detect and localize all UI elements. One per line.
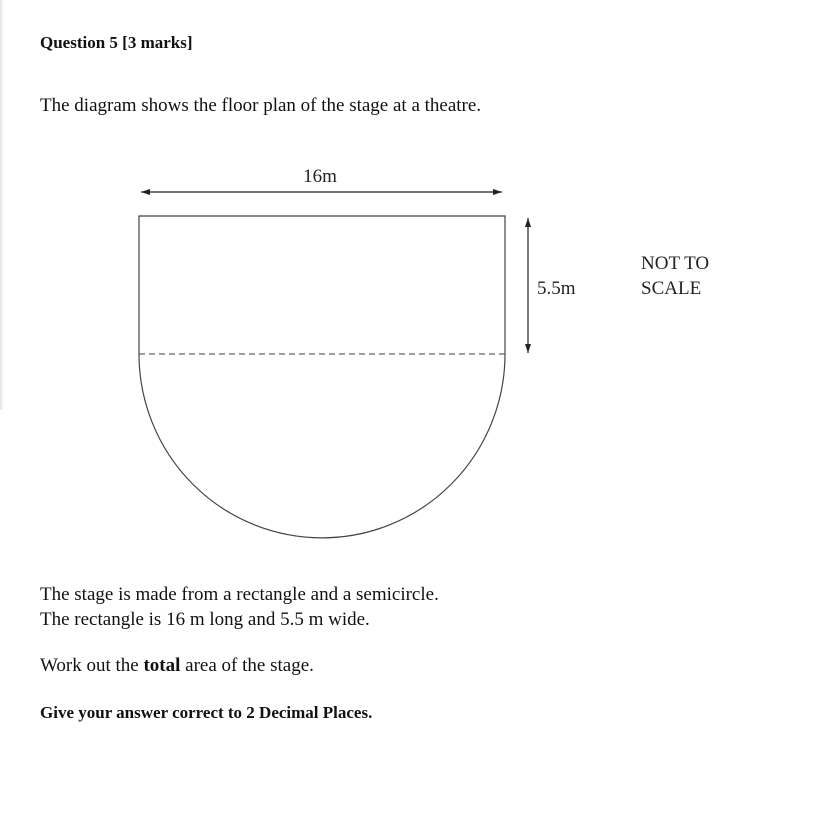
rectangle-outline — [139, 216, 505, 354]
task-suffix: area of the stage. — [180, 655, 314, 676]
question-heading: Question 5 [3 marks] — [40, 33, 193, 52]
answer-instruction: Give your answer correct to 2 Decimal Places. — [40, 703, 373, 722]
task-prefix: Work out the — [40, 655, 144, 676]
description-line-1: The stage is made from a rectangle and a semicircle. — [40, 584, 439, 605]
not-to-scale-note-line1: NOT TO — [641, 253, 710, 274]
semicircle-outline — [139, 354, 505, 538]
not-to-scale-note-line2: SCALE — [641, 278, 702, 299]
task-sentence — [40, 655, 314, 677]
question-intro: The diagram shows the floor plan of the stage at a theatre. — [40, 95, 482, 116]
height-label: 5.5m — [537, 278, 576, 299]
width-label: 16m — [303, 166, 337, 187]
description-line-2: The rectangle is 16 m long and 5.5 m wide. — [40, 609, 370, 630]
task-emphasis: total — [143, 655, 181, 676]
